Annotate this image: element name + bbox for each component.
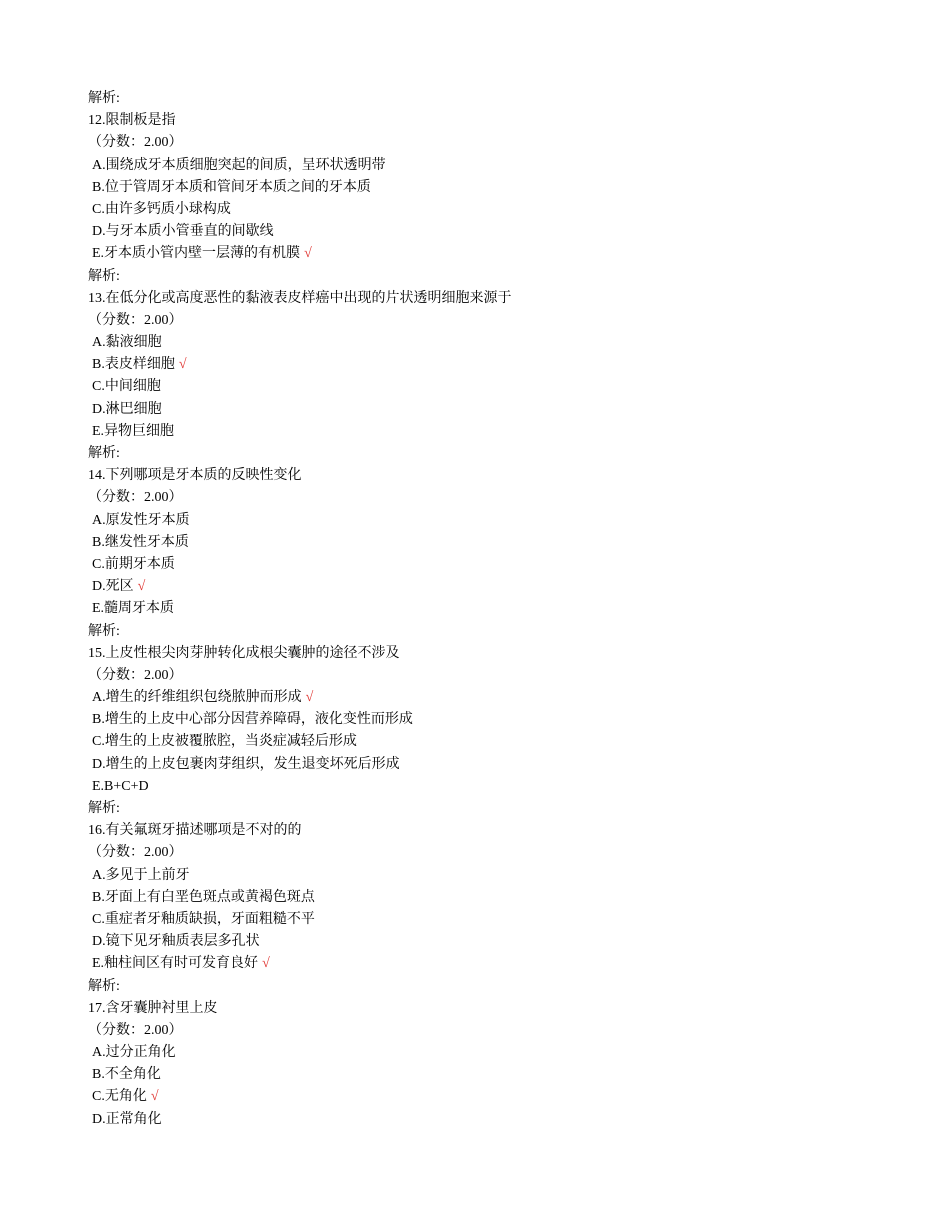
option-item: [88, 332, 888, 354]
option-item: [88, 177, 888, 199]
option-item: [88, 376, 888, 398]
option-text: D.淋巴细胞: [92, 401, 162, 417]
option-text: B.位于管周牙本质和管间牙本质之间的牙本质: [92, 179, 371, 195]
option-item: [88, 887, 888, 909]
option-text: A.原发性牙本质: [92, 512, 190, 528]
option-item: [88, 953, 888, 975]
correct-check-icon: √: [150, 1089, 159, 1105]
option-text: C.中间细胞: [92, 379, 161, 395]
option-text: E.B+C+D: [92, 778, 149, 794]
option-item: [88, 532, 888, 554]
option-item: [88, 243, 888, 265]
option-item: [88, 754, 888, 776]
option-text: D.正常角化: [92, 1111, 162, 1127]
option-text: B.牙面上有白垩色斑点或黄褐色斑点: [92, 889, 315, 905]
correct-check-icon: √: [304, 246, 312, 262]
analysis-label: 解析:: [88, 801, 120, 816]
analysis-label: 解析:: [88, 268, 120, 284]
option-item: [88, 354, 888, 376]
correct-check-icon: √: [305, 690, 314, 706]
option-item: [88, 1109, 888, 1131]
question-score: （分数：2.00）: [88, 135, 183, 151]
option-text: E.异物巨细胞: [92, 423, 175, 439]
option-text: C.增生的上皮被覆脓腔，当炎症减轻后形成: [92, 734, 357, 750]
option-text: A.过分正角化: [92, 1045, 176, 1061]
option-item: [88, 199, 888, 221]
option-text: C.无角化: [92, 1089, 147, 1105]
option-item: [88, 776, 888, 798]
option-item: [88, 1064, 888, 1086]
option-text: E.牙本质小管内壁一层薄的有机膜: [92, 246, 301, 262]
question-title: 17.含牙囊肿衬里上皮: [88, 1000, 218, 1016]
option-text: C.前期牙本质: [92, 556, 175, 572]
option-text: A.多见于上前牙: [92, 867, 190, 883]
option-text: C.由许多钙质小球构成: [92, 201, 231, 217]
option-item: [88, 221, 888, 243]
question-score: （分数：2.00）: [88, 1022, 183, 1038]
exam-document: [88, 88, 888, 1131]
option-text: B.表皮样细胞: [92, 357, 175, 373]
question-score: （分数：2.00）: [88, 667, 183, 683]
question-title: 16.有关氟斑牙描述哪项是不对的的: [88, 823, 302, 839]
option-item: [88, 576, 888, 598]
option-item: [88, 554, 888, 576]
option-text: A.黏液细胞: [92, 335, 162, 351]
option-item: [88, 687, 888, 709]
option-text: A.增生的纤维组织包绕脓肿而形成: [92, 690, 302, 706]
option-item: [88, 421, 888, 443]
option-item: [88, 931, 888, 953]
option-item: [88, 598, 888, 620]
question-title: 13.在低分化或高度恶性的黏液表皮样癌中出现的片状透明细胞来源于: [88, 290, 512, 306]
option-text: D.增生的上皮包裹肉芽组织，发生退变坏死后形成: [92, 756, 400, 772]
option-item: [88, 399, 888, 421]
correct-check-icon: √: [178, 357, 187, 373]
option-text: E.髓周牙本质: [92, 601, 175, 617]
option-text: C.重症者牙釉质缺损，牙面粗糙不平: [92, 911, 315, 927]
option-text: D.死区: [92, 579, 134, 595]
option-text: E.釉柱间区有时可发育良好: [92, 956, 259, 972]
option-text: A.围绕成牙本质细胞突起的间质，呈环状透明带: [92, 157, 386, 173]
analysis-label: 解析:: [88, 446, 120, 461]
option-text: B.不全角化: [92, 1067, 161, 1083]
question-score: （分数：2.00）: [88, 312, 183, 328]
option-text: D.与牙本质小管垂直的间歇线: [92, 224, 274, 240]
option-item: [88, 909, 888, 931]
question-title: 15.上皮性根尖肉芽肿转化成根尖囊肿的途径不涉及: [88, 645, 400, 661]
question-score: （分数：2.00）: [88, 490, 183, 506]
option-item: [88, 709, 888, 731]
option-item: [88, 1042, 888, 1064]
option-item: [88, 731, 888, 753]
question-score: （分数：2.00）: [88, 845, 183, 861]
option-item: [88, 865, 888, 887]
correct-check-icon: √: [137, 579, 146, 595]
option-text: D.镜下见牙釉质表层多孔状: [92, 934, 260, 950]
option-text: B.增生的上皮中心部分因营养障碍，液化变性而形成: [92, 712, 413, 728]
question-title: 14.下列哪项是牙本质的反映性变化: [88, 468, 302, 484]
analysis-label: 解析:: [88, 91, 120, 106]
option-item: [88, 1086, 888, 1108]
option-item: [88, 155, 888, 177]
option-item: [88, 510, 888, 532]
analysis-label: 解析:: [88, 623, 120, 639]
question-title: 12.限制板是指: [88, 113, 176, 129]
analysis-label: 解析:: [88, 978, 120, 994]
option-text: B.继发性牙本质: [92, 534, 189, 550]
correct-check-icon: √: [262, 956, 270, 972]
